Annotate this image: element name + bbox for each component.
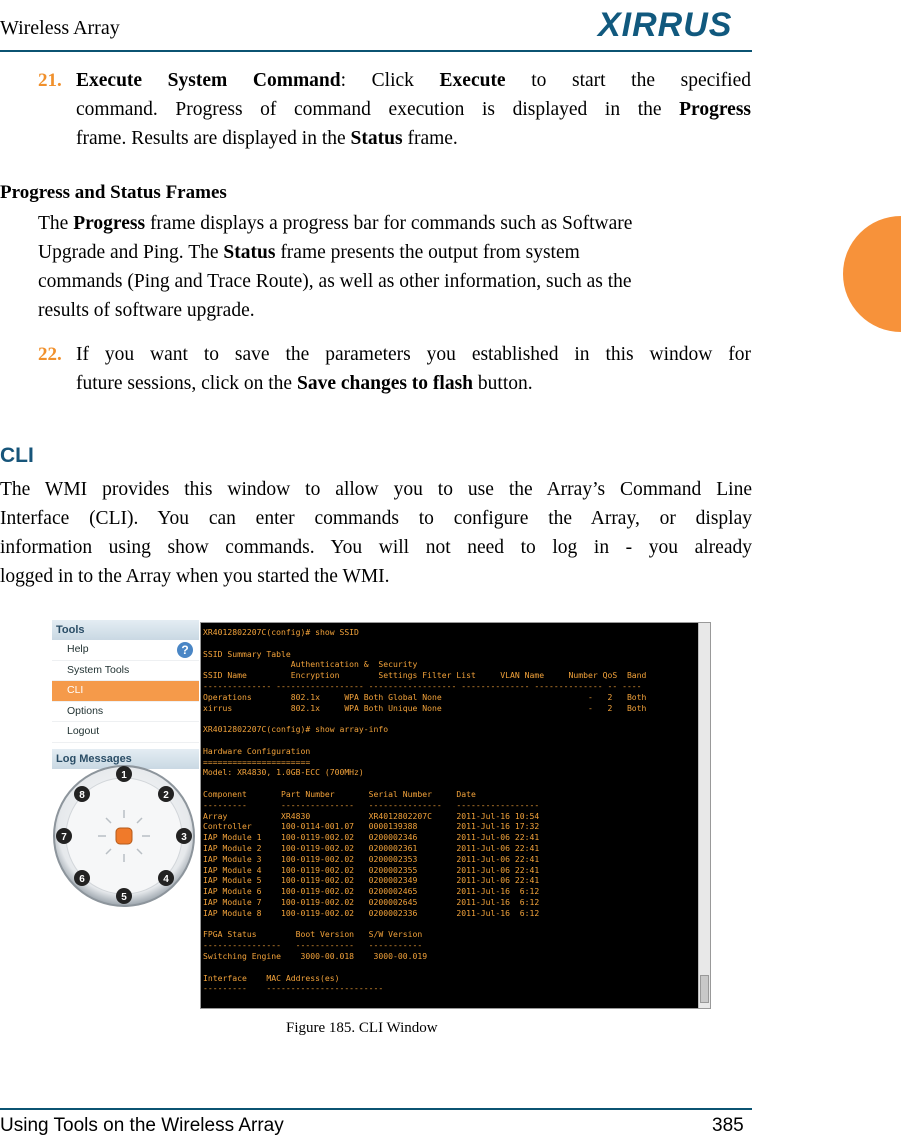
progress-status-paragraph: The Progress frame displays a progress bar for commands such as Software Upgrade and Ping. The Status frame presents the output from system commands (Ping and Trace Route), as well as other information, such as the results of software upgrade. [38,213,633,321]
terminal-line: Model: XR4830, 1.0GB-ECC (700MHz) [203,767,364,778]
progress-status-heading: Progress and Status Frames [0,182,227,203]
terminal-line: xirrus 802.1x WPA Both Unique None - 2 Both [203,702,647,713]
figure-caption: Figure 185. CLI Window [286,1020,438,1036]
running-header: Wireless Array [0,17,120,39]
terminal-line: --------- ------------------------ [203,983,384,994]
step-22-number: 22. [38,344,62,365]
terminal-line: FPGA Status Boot Version S/W Version [203,929,423,940]
step-21-number: 21. [38,70,62,91]
terminal-line: --------- --------------- --------------- ----------------- [203,799,540,810]
array-label-6: 6 [79,874,85,885]
array-label-4: 4 [163,874,169,885]
terminal-line: Interface MAC Address(es) [203,972,340,983]
terminal-line: SSID Summary Table [203,648,291,659]
sidebar-item-options[interactable]: Options [52,702,199,723]
step-22-text: If you want to save the parameters you established in this window for future sessions, click on the Save changes to flash button. [76,344,751,394]
cli-terminal[interactable] [200,622,711,1009]
terminal-line: IAP Module 7 100-0119-002.02 0200002645 2011-Jul-16 6:12 [203,897,540,907]
help-icon[interactable]: ? [177,642,193,658]
terminal-line: Hardware Configuration [203,745,311,756]
header-rule [0,50,752,52]
array-label-8: 8 [79,790,85,801]
terminal-line: IAP Module 1 100-0119-002.02 0200002346 2011-Jul-06 22:41 [203,832,540,843]
terminal-line: Array XR4830 XR4012802207C 2011-Jul-16 10:54 [203,810,540,821]
cli-paragraph: The WMI provides this window to allow you to use the Array’s Command Line Interface (CLI). You can enter commands to configure the Array, or display information using show commands. You will not need to log in - you already logged in to the Array when you started the WMI. [0,479,752,587]
terminal-line: XR4012802207C(config)# show SSID [203,627,359,637]
terminal-line: -------------- ------------------ ------------------ -------------- -------------- -- ---- [203,681,642,691]
terminal-line: ---------------- ------------ ----------- [203,940,423,951]
tools-header: Tools [52,620,199,640]
array-center-led [116,828,132,844]
terminal-line: Operations 802.1x WPA Both Global None - 2 Both [203,691,647,702]
sidebar-item-logout[interactable]: Logout [52,722,199,743]
array-label-7: 7 [61,832,67,843]
terminal-scrollbar[interactable] [698,623,710,1008]
sidebar-item-system-tools[interactable]: System Tools [52,661,199,682]
sidebar-item-cli[interactable]: CLI [52,681,199,702]
cli-heading: CLI [0,444,34,467]
terminal-line: IAP Module 3 100-0119-002.02 0200002353 2011-Jul-06 22:41 [203,853,540,864]
terminal-line: IAP Module 2 100-0119-002.02 0200002361 2011-Jul-06 22:41 [203,843,540,853]
log-messages-header[interactable]: Log Messages [52,749,199,769]
terminal-line: Switching Engine 3000-00.018 3000-00.019 [203,951,428,961]
terminal-line: Controller 100-0114-001.07 0000139388 2011-Jul-16 17:32 [203,821,540,832]
terminal-scroll-thumb[interactable] [700,975,709,1003]
terminal-line: IAP Module 5 100-0119-002.02 0200002349 2011-Jul-06 22:41 [203,875,540,886]
xirrus-logo: XIRRUS [598,6,733,44]
terminal-line: Authentication & Security [203,659,418,670]
terminal-line: XR4012802207C(config)# show array-info [203,724,389,735]
sidebar-item-help[interactable]: Help ? [52,640,199,661]
array-label-1: 1 [121,770,127,781]
terminal-line: SSID Name Encryption Settings Filter List VLAN Name Number QoS Band [203,670,647,681]
terminal-line: IAP Module 8 100-0119-002.02 0200002336 2011-Jul-16 6:12 [203,907,540,918]
footer-rule [0,1108,752,1110]
array-label-3: 3 [181,832,187,843]
terminal-line: IAP Module 6 100-0119-002.02 0200002465 2011-Jul-16 6:12 [203,886,540,897]
array-label-5: 5 [121,892,127,903]
step-21-text: Execute System Command: Click Execute to start the specified command. Progress of command execution is displayed in the Progress frame. Results are displayed in the Status frame. [76,70,751,149]
terminal-line: ====================== [203,756,311,767]
terminal-line: IAP Module 4 100-0119-002.02 0200002355 2011-Jul-06 22:41 [203,864,540,875]
array-diagram [52,764,198,910]
page-number: 385 [712,1115,744,1136]
array-label-2: 2 [163,790,169,801]
chapter-tab [843,216,901,332]
footer-title: Using Tools on the Wireless Array [0,1115,284,1136]
terminal-line: Component Part Number Serial Number Date [203,789,476,799]
